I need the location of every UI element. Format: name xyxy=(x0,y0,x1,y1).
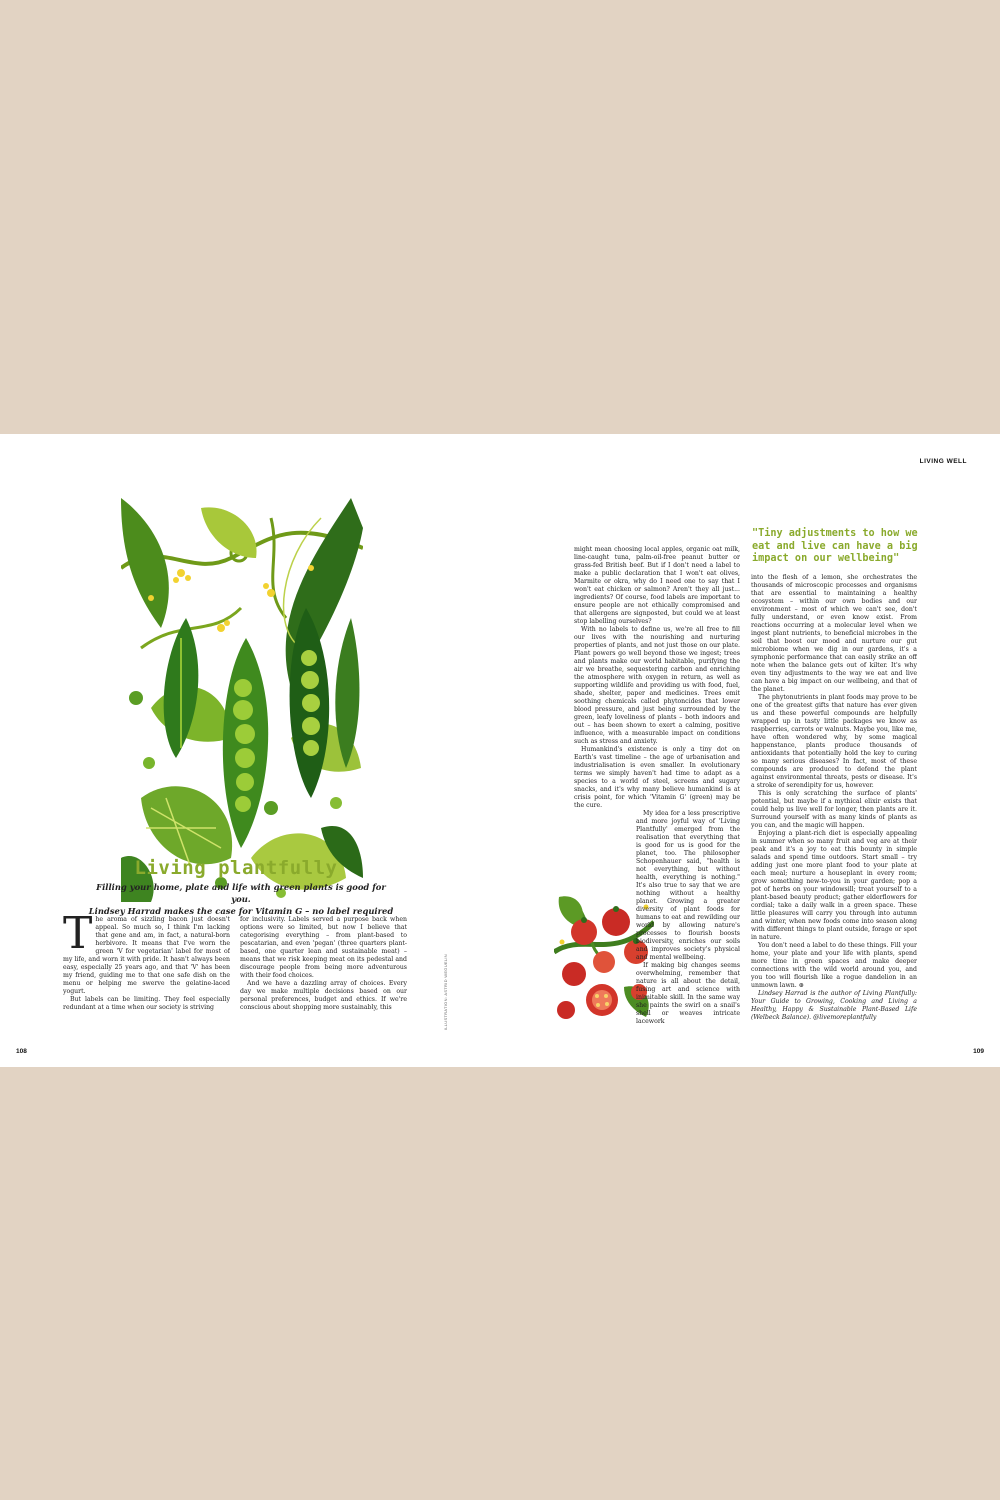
paragraph: But labels can be limiting. They feel especially redundant at a time when our society is striving xyxy=(63,996,230,1011)
author-bio: Lindsey Harrad is the author of Living Plantfully: Your Guide to Growing, Cooking and Living a Healthy, Happy & Sustainable Plant-Based Life (Welbeck Balance). @livemoreplantfully xyxy=(751,990,917,1021)
standfirst xyxy=(86,881,396,918)
standfirst-line-2: Lindsey Harrad makes the case for Vitamin G – no label required xyxy=(88,906,394,917)
page-number-right: 109 xyxy=(973,1048,984,1055)
drop-cap: T xyxy=(63,916,93,959)
standfirst-line-1: Filling your home, plate and life with green plants is good for you. xyxy=(96,882,386,905)
paragraph: might mean choosing local apples, organic oat milk, line-caught tuna, palm-oil-free peanut butter or grass-fed British beef. But if I don't need a label to make a public declaration that I won't eat olives, Marmite or okra, why do I need one to say that I won't eat chicken or salmon? Aren't they all just... ingredients? Of course, food labels are important to ensure people are not ethically compromised and that allergens are signposted, but could we at least stop labelling ourselves? xyxy=(574,546,740,625)
paragraph: he aroma of sizzling bacon just doesn't appeal. So much so, I think I'm lacking that gene and am, in fact, a natural-born herbivore. It means that I've worn the green 'V for vegetarian' label for most of my life, and worn it with pride. It hasn't always been easy, especially 25 years ago, and that 'V' has been my friend, guiding me to that one safe dish on the menu or helping me swerve the gelatine-laced yogurt. xyxy=(63,916,230,995)
image-wrap-space xyxy=(574,918,636,1026)
pea-illustration xyxy=(121,498,363,902)
paragraph: My idea for a less prescriptive and more joyful way of 'Living Plantfully' emerged from the realisation that everything that is good for us is good for the planet, too. The philosopher Schopenhauer said, "health is not everything, but without health, everything is nothing." It's also true to say that we are nothing without a healthy planet. Growing a greater diversity of plant foods for humans to eat and rewilding our world by allowing nature's processes to flourish boosts biodiversity, enriches our soils and improves society's physical and mental wellbeing. xyxy=(636,810,740,961)
article-headline: Living plantfully xyxy=(134,857,338,879)
text-column-4 xyxy=(751,574,917,1026)
pull-quote: "Tiny adjustments to how we eat and live can have a big impact on our wellbeing" xyxy=(752,528,918,564)
paragraph: And we have a dazzling array of choices. Every day we make multiple decisions based on our personal preferences, budget and ethics. If we're conscious about shopping more sustainably, this xyxy=(240,980,407,1011)
magazine-spread xyxy=(0,434,1000,1067)
page-number-left: 108 xyxy=(16,1048,27,1055)
paragraph: If making big changes seems overwhelming, remember that nature is all about the detail, fusing art and science with inimitable skill. In the same way she paints the swirl on a snail's shell or weaves intricate lacework xyxy=(636,962,740,1025)
text-column-2 xyxy=(240,916,407,1026)
paragraph: The phytonutrients in plant foods may prove to be one of the greatest gifts that nature has ever given us and these powerful compounds are helpfully wrapped up in tasty little packages we know as raspberries, carrots or walnuts. Maybe you, like me, have often wondered why, by some magical happenstance, plants produce thousands of antioxidants that potentially hold the key to curing so many serious diseases? In fact, most of these compounds are produced to defend the plant against environmental threats, pests or disease. It's a stroke of serendipity for us, however. xyxy=(751,694,917,789)
paragraph: This is only scratching the surface of plants' potential, but maybe if a mythical elixir exists that could help us live well for longer, then plants are it. Surround yourself with as many kinds of plants as you can, and the magic will happen. xyxy=(751,790,917,829)
paragraph: With no labels to define us, we're all free to fill our lives with the nourishing and nurturing properties of plants, and not just those on our plate. Plant powers go well beyond those we ingest; trees and plants make our world habitable, purifying the air we breathe, sequestering carbon and enriching the atmosphere with oxygen in return, as well as supporting wildlife and providing us with food, fuel, shade, shelter, paper and medicines. Trees emit soothing chemicals called phytoncides that lower blood pressure, and just being surrounded by the green, leafy loveliness of plants – both indoors and out – has been shown to exert a calming, positive influence, with a measurable impact on conditions such as stress and anxiety. xyxy=(574,626,740,745)
paragraph: for inclusivity. Labels served a purpose back when options were so limited, but now I believe that categorising everything – from plant-based to pescatarian, and even 'pegan' (three quarters plant-based, one quarter lean and sustainable meat) – means that we risk keeping meat on its pedestal and discourage people from being more adventurous with their food choices. xyxy=(240,916,407,979)
paragraph: You don't need a label to do these things. Fill your home, your plate and your life with plants, spend more time in green spaces and make deeper connections with the wild world around you, and you too will flourish like a rogue dandelion in an unmown lawn. ⊛ xyxy=(751,942,917,989)
illustration-credit: ILLUSTRATION: ASTRID WEGUELIN xyxy=(443,954,448,1031)
section-label: LIVING WELL xyxy=(919,458,967,465)
text-column-1 xyxy=(63,916,230,1026)
paragraph: into the flesh of a lemon, she orchestrates the thousands of microscopic processes and organisms that are essential to maintaining a healthy ecosystem – within our own bodies and our environment – most of which we can't see, don't fully understand, or even know exist. From reactions occurring at a molecular level when we ingest plant nutrients, to beneficial microbes in the soil that boost our mood and nurture our gut microbiome when we dig in our gardens, it's a symphonic performance that can easily strike an off note when the balance gets out of kilter. It's why even tiny adjustments to the way we eat and live can have a big impact on our wellbeing, and that of the planet. xyxy=(751,574,917,693)
text-column-3 xyxy=(574,546,740,1026)
paragraph: Humankind's existence is only a tiny dot on Earth's vast timeline – the age of urbanisation and industrialisation is even smaller. In evolutionary terms we simply haven't had time to adapt as a species to a world of steel, screens and sugary snacks, and it's why many believe humankind is at crisis point, for which 'Vitamin G' (green) may be the cure. xyxy=(574,746,740,809)
paragraph: Enjoying a plant-rich diet is especially appealing in summer when so many fruit and veg are at their peak and it's a joy to eat this bounty in simple salads and spend time outdoors. Start small – try adding just one more plant food to your plate at each meal; nurture a houseplant in every room; grow something new-to-you in your garden; pop a pot of herbs on your windowsill; treat yourself to a plant-based beauty product; gather elderflowers for cordial; take a daily walk in a green space. These little pleasures will carry you through into autumn and winter, when new foods come into season along with different things to plant outside, forage or spot in nature. xyxy=(751,830,917,941)
